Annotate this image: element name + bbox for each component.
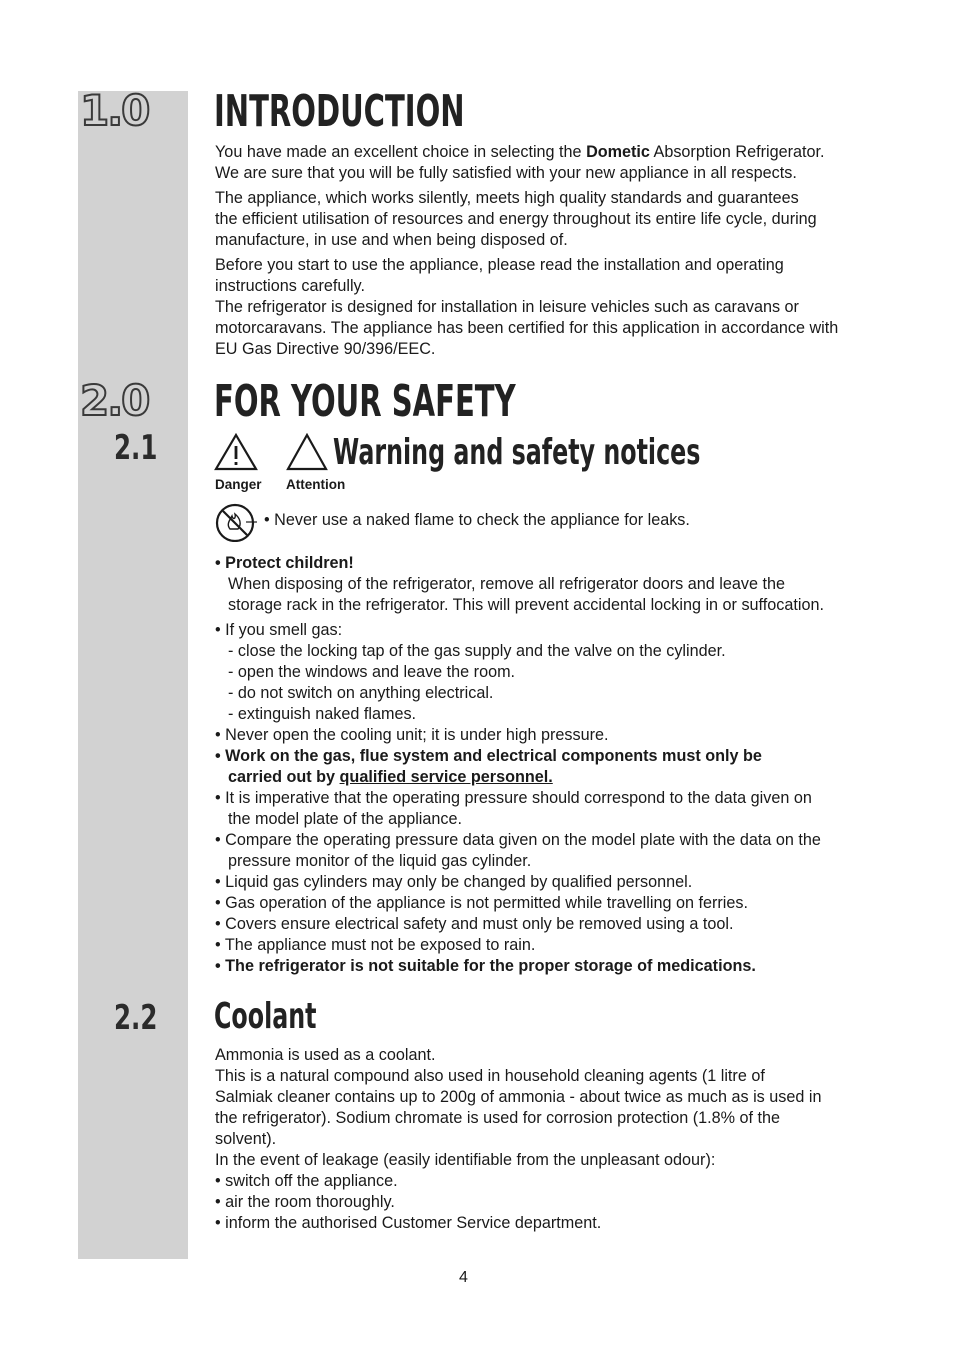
coolant-text: Ammonia is used as a coolant. This is a natural compound also used in household cleaning agents (1 litre of Salmiak cleaner contains up to 200g of ammonia - about twice as much as is used in the refrigerator). Sodium chromate is used for corrosion protection (1.8% of the solvent). In the event of leakage (easily identifiable from the unpleasant odour): • switch off the appliance. • air the room thoroughly. • inform the authorised Customer Service department.	[215, 1046, 822, 1232]
safety-notices: • Protect children! When disposing of the refrigerator, remove all refrigerator doors and leave the storage rack in the refrigerator. This will prevent accidental locking in or suffocation. • If you smell gas: - close the locking tap of the gas supply and the valve on the cylinder. - open the windows and leave the room. - do not switch on anything electrical. - extinguish naked flames. • Never open the cooling unit; it is under high pressure. • Work on the gas, flue system and electrical components must only be carried out by qualified service personnel. • It is imperative that the operating pressure should correspond to the data given on the model plate of the appliance. • Compare the operating pressure data given on the model plate with the data on the pressure monitor of the liquid gas cylinder. • Liquid gas cylinders may only be changed by qualified personnel. • Gas operation of the appliance is not permitted while travelling on ferries. • Covers ensure electrical safety and must only be removed using a tool. • The appliance must not be exposed to rain. • The refrigerator is not suitable for the proper storage of medications.	[215, 554, 824, 975]
brand-name: Dometic	[586, 143, 650, 161]
section-sidebar	[78, 91, 188, 1259]
danger-label: Danger	[215, 477, 262, 492]
section-title-introduction: INTRODUCTION	[214, 86, 465, 137]
page-number: 4	[459, 1269, 468, 1286]
section-number-2-1: 2.1	[114, 428, 158, 468]
intro-text: You have made an excellent choice in selecting the Dometic Absorption Refrigerator. We are sure that you will be fully satisfied with your new appliance in all respects. The appliance, which works silently, meets high quality standards and guarantees the efficient utilisation of resources and energy throughout its entire life cycle, during manufacture, in use and when being disposed of. Before you start to use the appliance, please read the installation and operating instructions carefully. The refrigerator is designed for installation in leisure vehicles such as caravans or motorcaravans. The appliance has been certified for this application in accordance with EU Gas Directive 90/396/EEC.	[215, 143, 839, 358]
section-number-1: 1.0	[80, 86, 149, 135]
section-title-coolant: Coolant	[214, 996, 317, 1037]
section-number-2: 2.0	[80, 376, 149, 425]
attention-icon	[286, 433, 328, 471]
no-flame-icon	[214, 502, 258, 542]
danger-icon	[214, 433, 258, 471]
section-number-2-2: 2.2	[114, 998, 158, 1038]
section-title-safety: FOR YOUR SAFETY	[214, 376, 516, 427]
flame-warning: • Never use a naked flame to check the appliance for leaks.	[264, 511, 690, 529]
attention-label: Attention	[286, 477, 346, 492]
section-title-warning: Warning and safety notices	[333, 432, 701, 473]
